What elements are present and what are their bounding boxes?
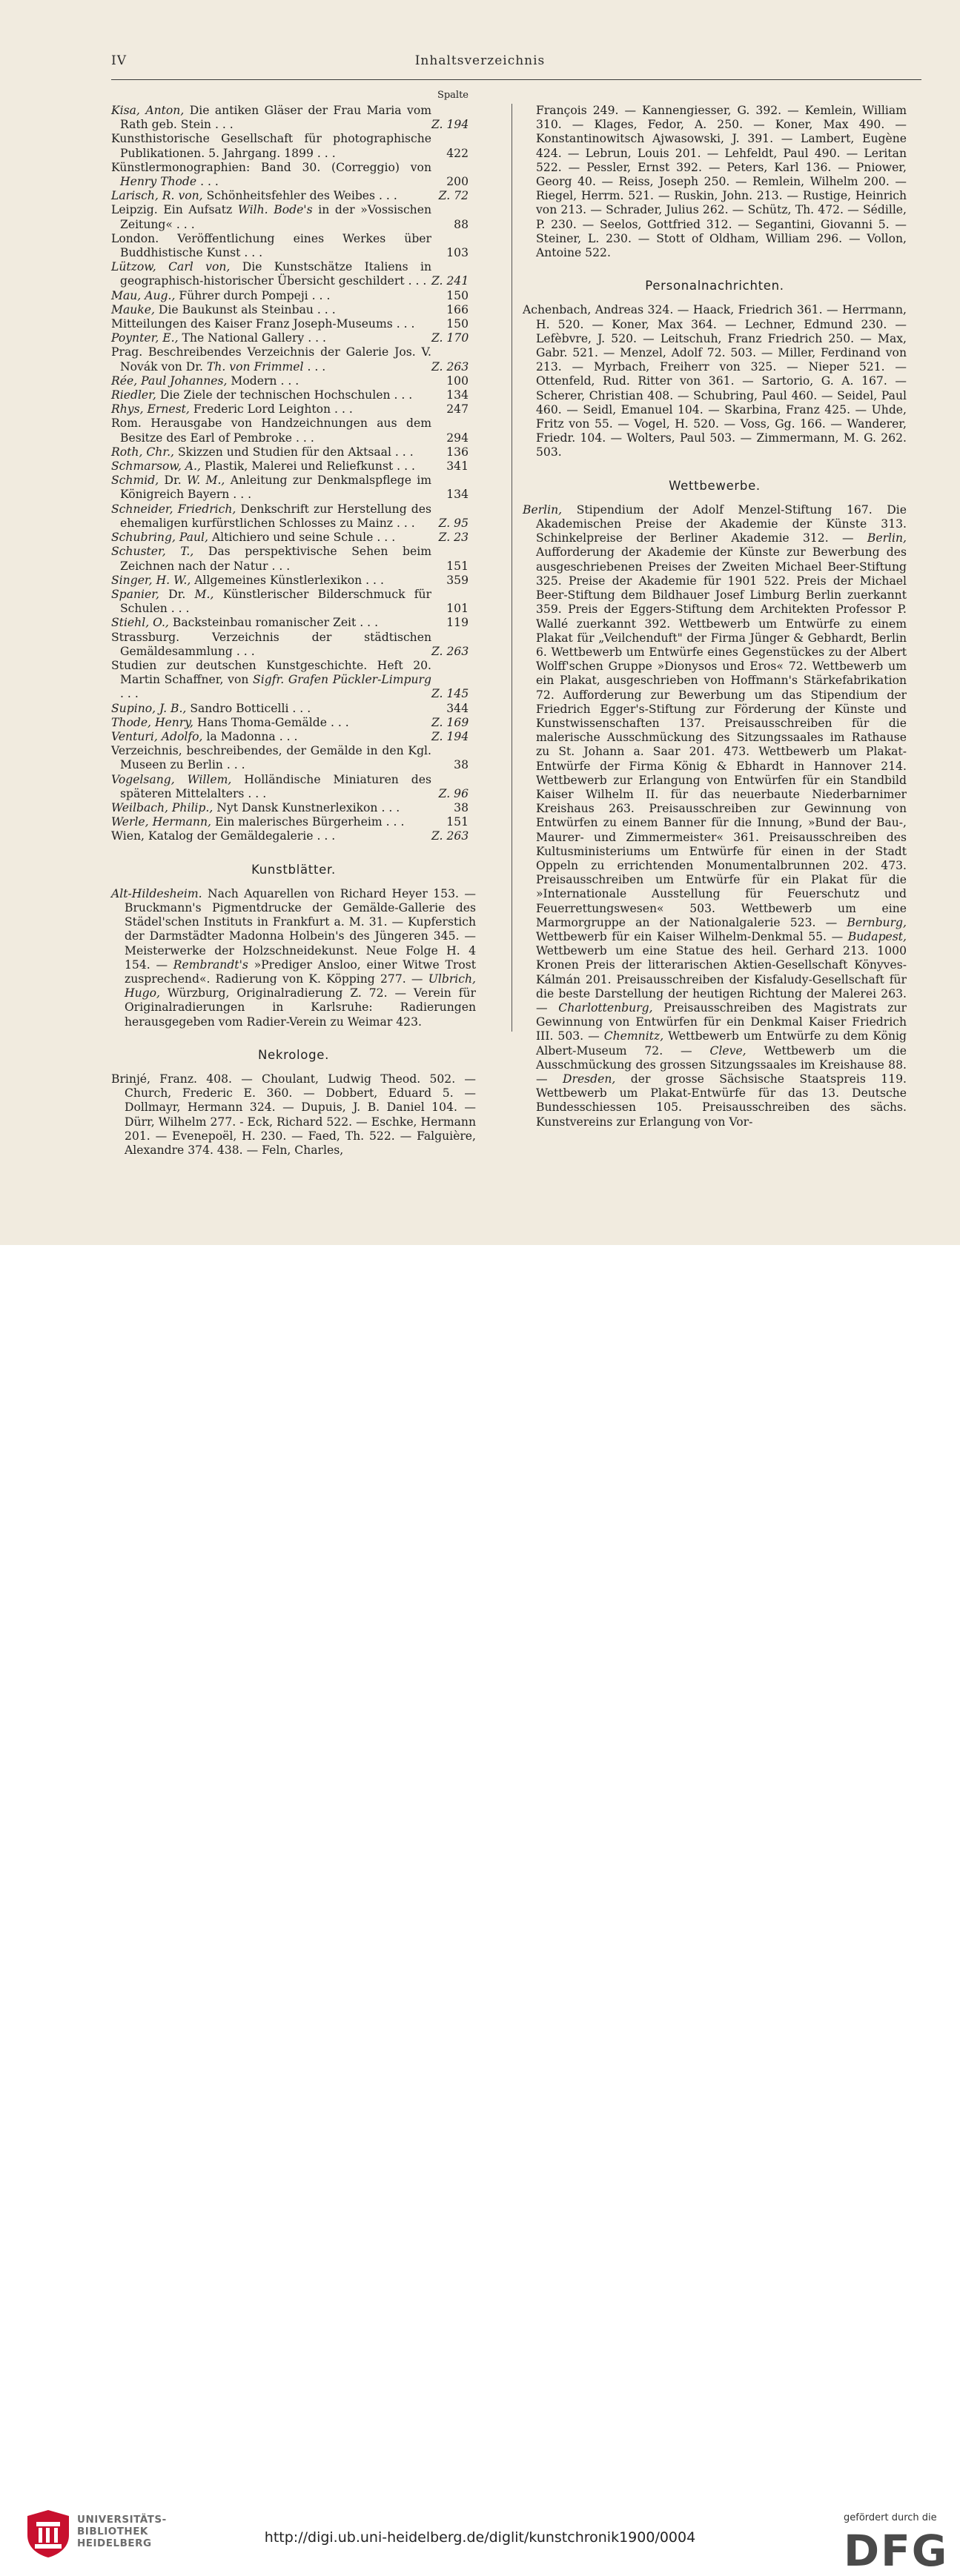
column-reference: 422 bbox=[446, 146, 469, 160]
entry-title: The National Gallery bbox=[178, 331, 305, 345]
entry-title: Schönheitsfehler des Weibes bbox=[202, 189, 376, 203]
dot-leader: . . . bbox=[331, 402, 353, 416]
index-entry bbox=[111, 402, 476, 416]
entry-title: Führer durch Pompeji bbox=[175, 288, 308, 302]
section-title-kunstblaetter: Kunstblätter. bbox=[251, 862, 336, 877]
dot-leader: . . . bbox=[268, 559, 291, 573]
column-reference: 344 bbox=[446, 701, 469, 715]
entry-title: Skizzen und Studien für den Aktsaal bbox=[173, 445, 391, 459]
entry-title: Dr. bbox=[159, 474, 187, 488]
column-reference: 119 bbox=[446, 616, 469, 630]
wb-text: Preisausschreiben des Magistrats zur Gewinnung von Entwürfen für ein Denkmal Kaiser Friedrich III. 503. — bbox=[536, 1000, 907, 1043]
entry-text bbox=[111, 616, 431, 630]
entry-title: Modern bbox=[227, 374, 277, 388]
nekrologe-text-right: François 249. — Kannengiesser, G. 392. — Kemlein, William 310. — Klages, Fedor, A. 250. — Koner, Max 490. — Konstantinowitsch Ajwasowski, J. 391. — Lambert, Eugène 424. — Lebrun, Louis 201. — Lehfeldt, Paul 490. — Leritan 522. — Pessler, Ernst 392. — Peters, Karl 136. — Pniower, Georg 40. — Reiss, Joseph 250. — Remlein, Wilhelm 200. — Riegel, Herrm. 521. — Ruskin, John. 213. — Rustige, Heinrich von 213. — Schrader, Julius 262. — Schütz, Th. 472. — Sédille, P. 230. — Seelos, Gottfried 312. — Segantini, Giovanni 5. — Steiner, L. 230. — Stott of Oldham, William 296. — Vollon, Antoine 522. bbox=[536, 104, 907, 260]
dot-leader: . . . bbox=[382, 815, 405, 829]
entry-text bbox=[111, 232, 431, 260]
wb-place: Berlin, bbox=[867, 531, 907, 545]
index-entry bbox=[111, 104, 476, 132]
entry-title: Die antiken Gläser der Frau Maria vom Rath geb. Stein bbox=[120, 104, 431, 132]
entry-author: Mauke, bbox=[111, 302, 155, 316]
index-entry bbox=[111, 702, 476, 716]
dot-leader: . . . bbox=[211, 118, 234, 132]
entry-text bbox=[111, 303, 431, 317]
wb-text: Wettbewerb um die Ausschmückung des grossen Sitzungssaales im Kreishause 88. — bbox=[536, 1043, 907, 1086]
dot-leader: . . . bbox=[308, 288, 331, 302]
column-reference: 151 bbox=[446, 559, 469, 573]
entry-title: Holländische Miniaturen des späteren Mittelalters bbox=[120, 772, 431, 800]
index-entry bbox=[111, 716, 476, 730]
column-label: Spalte bbox=[437, 90, 469, 101]
dot-leader: . . . bbox=[375, 189, 397, 203]
dot-leader: . . . bbox=[377, 800, 400, 814]
entry-author: Henry Thode bbox=[120, 175, 197, 189]
entry-author: Kisa, Anton, bbox=[111, 104, 185, 117]
index-entry bbox=[111, 474, 476, 502]
wettbewerbe-text bbox=[523, 503, 907, 1129]
index-entry bbox=[111, 416, 476, 445]
nekrologe-text-left: Brinjé, Franz. 408. — Choulant, Ludwig Theod. 502. — Church, Frederic E. 360. — Dobbert, Eduard 5. — Dollmayr, Hermann 324. — Dupuis, J. B. Daniel 104. — Dürr, Wilhelm 277. - Eck, Richard 522. — Eschke, Hermann 201. — Evenepoël, H. 230. — Faed, Th. 522. — Falguière, Alexandre 374. 438. — Feln, Charles, bbox=[111, 1072, 476, 1158]
entry-title: Verzeichnis, beschreibendes, der Gemälde in den Kgl. Museen zu Berlin bbox=[111, 744, 431, 772]
entry-text bbox=[111, 716, 431, 730]
index-entry bbox=[111, 459, 476, 474]
column-reference: 247 bbox=[446, 402, 469, 416]
entry-author: Werle, Hermann, bbox=[111, 815, 211, 829]
entry-title: Strassburg. Verzeichnis der städtischen Gemäldesammlung bbox=[111, 630, 431, 658]
dot-leader: . . . bbox=[304, 331, 326, 345]
section-title-personalnachrichten: Personalnachrichten. bbox=[645, 279, 784, 293]
dot-leader: . . . bbox=[292, 431, 314, 445]
wb-text: Wettbewerb um eine Statue des heil. Gerhard 213. 1000 Kronen Preis der litterarischen Aktien-Gesellschaft Könyves-Kálmán 201. Preisausschreiben der Kisfaludy-Gesellschaft für die beste Darstellung der heutigen Richtung der Malerei 263. — bbox=[536, 944, 907, 1015]
dot-leader: . . . bbox=[172, 217, 195, 231]
entry-text bbox=[111, 502, 431, 531]
entry-text bbox=[111, 331, 431, 345]
section-title-nekrologe: Nekrologe. bbox=[257, 1047, 330, 1062]
column-reference: 38 bbox=[454, 758, 469, 772]
index-entry bbox=[111, 730, 476, 744]
column-reference: 134 bbox=[446, 488, 469, 502]
column-reference: Z. 241 bbox=[431, 274, 469, 288]
entry-text bbox=[111, 545, 431, 573]
entry-title: Kunsthistorische Gesellschaft für photographische Publikationen. 5. Jahrgang. 1899 bbox=[111, 132, 431, 160]
entry-title: Wien, Katalog der Gemäldegalerie bbox=[111, 829, 314, 843]
column-reference: 100 bbox=[446, 374, 469, 388]
entry-author: Spanier, bbox=[111, 587, 159, 601]
entry-title: in der »Vossischen Zeitung« bbox=[120, 203, 431, 231]
entry-text bbox=[111, 445, 431, 459]
kunstblaetter-text bbox=[111, 887, 476, 1029]
index-entry bbox=[111, 445, 476, 459]
dot-leader: . . . bbox=[313, 829, 336, 843]
wb-place: Dresden, bbox=[562, 1072, 616, 1086]
entry-author: Roth, Chr., bbox=[111, 445, 174, 459]
personalnachrichten-text: Achenbach, Andreas 324. — Haack, Friedrich 361. — Herrmann, H. 520. — Koner, Max 364. — Lechner, Edmund 230. — Lefèbvre, J. 520. — Leitschuh, Franz Friedrich 250. — Max, Gabr. 521. — Menzel, Adolf 72. 503. — Miller, Ferdinand von 213. — Myrbach, Freiherr von 325. — Nieper 521. — Ottenfeld, Rud. Ritter von 361. — Sartorio, G. A. 167. — Scherer, Christian 408. — Schubring, Paul 460. — Seidel, Paul 460. — Seidl, Emanuel 104. — Skarbina, Franz 425. — Uhde, Fritz von 55. — Vogel, H. 520. — Voss, Gg. 166. — Wanderer, Friedr. 104. — Wolters, Paul 503. — Zimmermann, M. G. 262. 503. bbox=[523, 303, 907, 459]
kb-text: »Prediger Ansloo, einer Witwe Trost zusprechend«. Radierung von K. Köpping 277. — bbox=[125, 957, 476, 986]
permalink-url[interactable]: http://digi.ub.uni-heidelberg.de/diglit/kunstchronik1900/0004 bbox=[264, 2529, 696, 2546]
entry-title: Frederic Lord Leighton bbox=[189, 402, 331, 416]
dot-leader: . . . bbox=[303, 359, 326, 374]
entry-title: Hans Thoma-Gemälde bbox=[193, 715, 327, 729]
entry-text bbox=[111, 474, 431, 502]
entry-author: Th. von Frimmel bbox=[206, 359, 304, 374]
entry-author: Thode, Henry, bbox=[111, 715, 193, 729]
entry-author: Rhys, Ernest, bbox=[111, 402, 190, 416]
column-reference: 150 bbox=[446, 288, 469, 302]
index-entry bbox=[111, 345, 476, 374]
entry-text bbox=[111, 317, 431, 331]
column-reference: Z. 95 bbox=[438, 516, 469, 530]
entry-title: la Madonna bbox=[202, 729, 276, 743]
entry-text bbox=[111, 773, 431, 801]
dot-leader: . . . bbox=[167, 602, 190, 616]
wb-place: Bernburg, bbox=[847, 915, 907, 929]
column-reference: Z. 194 bbox=[431, 729, 469, 743]
entry-author: Venturi, Adolfo, bbox=[111, 729, 203, 743]
dot-leader: . . . bbox=[229, 488, 252, 502]
entry-text bbox=[111, 588, 431, 616]
index-entry bbox=[111, 289, 476, 303]
index-entry bbox=[111, 502, 476, 531]
column-reference: 359 bbox=[446, 573, 469, 587]
index-entry bbox=[111, 189, 476, 203]
wb-place: Charlottenburg, bbox=[558, 1000, 653, 1015]
index-entry bbox=[111, 616, 476, 630]
entry-text bbox=[111, 388, 431, 402]
dot-leader: . . . bbox=[392, 516, 415, 530]
column-reference: 134 bbox=[446, 388, 469, 402]
entry-author: Rée, Paul Johannes, bbox=[111, 374, 228, 388]
left-column bbox=[111, 87, 476, 1158]
wb-text: Aufforderung der Akademie der Künste zur Bewerbung des ausgeschriebenen Preises der Zweiten Michael Beer-Stiftung 325. Preise der Akademie für 1901 522. Preis der Michael Beer-Stiftung dem Bildhauer Josef Limburg Berlin zuerkannt 359. Preis der Eggers-Stiftung dem Architekten Professor P. Wallé zuerkannt 392. Wettbewerb um Entwürfe zu einem Plakat für „Veilchenduft" der Firma Jünger & Gebhardt, Berlin 6. Wettbewerb um Entwürfe eines Gegenstückes zu der Albert Wolff'schen Gruppe »Dionysos und Eros« 72. Wettbewerb um ein Plakat, ausgeschrieben von Hoffmann's Stärkefabrikation 72. Aufforderung zur Bewerbung um das Stipendium der Friedrich Egger's-Stiftung zur Förderung der Künste und Kunstwissenschaften 137. Preisausschreiben für die malerische Ausschmückung des Sitzungssaales im Rathause zu St. Johann a. Saar 201. 473. Wettbewerb um Plakat-Entwürfe der Firma König & Ebhardt in Hannover 214. Wettbewerb zur Erlangung von Entwürfen für ein Standbild Kaiser Wilhelm II. für das neuerbaute Niederbarnimer Kreishaus 263. Preisausschreiben zur Gewinnung von Entwürfen zu einem Banner für die Innung, »Bund der Bau-, Maurer- und Zimmermeister« 361. Preisausschreiben des Kultusministeriums um Entwürfe für einen in der Stadt Oppeln zu errichtenden Monumentalbrunnen 202. 473. Preisausschreiben um Entwürfe für ein Plakat für die »Internationale Ausstellung für Feuerschutz und Feuerrettungswesen« 503. Wettbewerb um eine Marmorgruppe an der Nationalgalerie 523. — bbox=[536, 545, 907, 929]
column-reference: 151 bbox=[446, 815, 469, 829]
entry-title: Die Ziele der technischen Hochschulen bbox=[156, 388, 391, 402]
entry-title: Das perspektivische Sehen beim Zeichnen nach der Natur bbox=[120, 545, 431, 573]
entry-title: Prag. Beschreibendes Verzeichnis der Galerie Jos. V. Novák von Dr. bbox=[111, 345, 431, 374]
column-reference: Z. 72 bbox=[438, 189, 469, 203]
column-reference: 200 bbox=[446, 175, 469, 189]
entry-title: Künstlerischer Bilderschmuck für Schulen bbox=[120, 587, 431, 616]
index-entry bbox=[111, 545, 476, 573]
entry-title: Sandro Botticelli bbox=[186, 701, 289, 715]
index-entry-list bbox=[111, 104, 476, 844]
index-entry bbox=[111, 588, 476, 616]
dot-leader: . . . bbox=[120, 687, 139, 701]
dot-leader: . . . bbox=[393, 459, 415, 474]
library-name-line: UNIVERSITÄTS- bbox=[77, 2514, 167, 2526]
funding-caption: gefördert durch die bbox=[844, 2512, 937, 2523]
entry-title: Leipzig. Ein Aufsatz bbox=[111, 203, 238, 217]
entry-author: Lützow, Carl von, bbox=[111, 260, 231, 274]
entry-author: Stiehl, O., bbox=[111, 616, 169, 630]
index-entry bbox=[111, 744, 476, 772]
column-reference: Z. 263 bbox=[431, 644, 469, 658]
entry-title: Anleitung zur Denkmalspflege im Königreich Bayern bbox=[120, 474, 431, 502]
entry-text bbox=[111, 702, 431, 716]
index-entry bbox=[111, 388, 476, 402]
entry-author: Vogelsang, Willem, bbox=[111, 772, 232, 786]
dot-leader: . . . bbox=[356, 616, 379, 630]
wb-place: Chemnitz, bbox=[603, 1029, 664, 1043]
dot-leader: . . . bbox=[313, 146, 336, 160]
entry-title: Künstlermonographien: Band 30. (Correggio) von bbox=[111, 160, 431, 174]
column-reference: 103 bbox=[446, 246, 469, 260]
entry-title: Denkschrift zur Herstellung des ehemaligen kurfürstlichen Schlosses zu Mainz bbox=[120, 502, 431, 530]
viewer-footer bbox=[0, 1245, 960, 2576]
index-entry bbox=[111, 260, 476, 288]
entry-text bbox=[111, 815, 431, 829]
wb-place: Berlin, bbox=[523, 502, 563, 517]
wb-text: Wettbewerb für ein Kaiser Wilhelm-Denkmal 55. — bbox=[536, 929, 848, 943]
entry-text bbox=[111, 631, 431, 659]
dot-leader: . . . bbox=[244, 786, 267, 800]
dot-leader: . . . bbox=[373, 531, 396, 545]
entry-text bbox=[111, 416, 431, 445]
column-reference: Z. 169 bbox=[431, 715, 469, 729]
page-number: IV bbox=[111, 53, 127, 68]
entry-author: Schubring, Paul, bbox=[111, 531, 208, 545]
entry-text bbox=[111, 459, 431, 474]
column-reference: Z. 23 bbox=[438, 531, 469, 545]
kb-text: Nach Aquarellen von Richard Heyer 153. — Bruckmann's Pigmentdrucke der Gemälde-Gallerie des Städel'schen Instituts in Frankfurt a. M. 31. — Kupferstich der Darmstädter Madonna Holbein's des Jüngeren 345. — Meisterwerke der Holzschneidekunst. Neue Folge H. 4 154. — bbox=[125, 886, 476, 972]
column-reference: Z. 96 bbox=[438, 786, 469, 800]
column-reference: Z. 263 bbox=[431, 829, 469, 843]
index-entry bbox=[111, 531, 476, 545]
index-entry bbox=[111, 303, 476, 317]
entry-author: Schmarsow, A., bbox=[111, 459, 201, 474]
wb-place: Budapest, bbox=[847, 929, 907, 943]
index-entry bbox=[111, 232, 476, 260]
entry-text bbox=[111, 574, 431, 588]
entry-author: Sigfr. Grafen Pückler-Limpurg bbox=[253, 673, 431, 687]
column-reference: 166 bbox=[446, 302, 469, 316]
kb-text: Würzburg, Originalradierung Z. 72. — Verein für Originalradierungen in Karlsruhe: Radierungen herausgegeben vom Radier-Verein zu Weimar 423. bbox=[125, 986, 476, 1029]
dot-leader: . . . bbox=[240, 246, 263, 260]
index-entry bbox=[111, 317, 476, 331]
index-entry bbox=[111, 574, 476, 588]
entry-author: Supino, J. B., bbox=[111, 701, 187, 715]
column-reference: 341 bbox=[446, 459, 469, 474]
entry-author: Schneider, Friedrich, bbox=[111, 502, 236, 516]
index-entry bbox=[111, 203, 476, 231]
wb-place: Cleve, bbox=[709, 1043, 747, 1058]
dot-leader: . . . bbox=[196, 175, 219, 189]
column-reference: 101 bbox=[446, 602, 469, 616]
kb-keyword: Alt-Hildesheim. bbox=[111, 886, 202, 900]
index-entry bbox=[111, 631, 476, 659]
index-entry bbox=[111, 374, 476, 388]
entry-text bbox=[111, 289, 431, 303]
index-entry bbox=[111, 659, 476, 702]
dot-leader: . . . bbox=[391, 445, 414, 459]
wb-text: Wettbewerb um Entwürfe zu dem König Albert-Museum 72. — bbox=[536, 1029, 907, 1058]
entry-author: Poynter, E., bbox=[111, 331, 179, 345]
entry-author: M., bbox=[194, 587, 214, 601]
entry-title: London. Veröffentlichung eines Werkes über Buddhistische Kunst bbox=[111, 231, 431, 260]
entry-title: Die Baukunst als Steinbau bbox=[154, 302, 314, 316]
column-reference: Z. 263 bbox=[431, 359, 469, 374]
entry-title: Ein malerisches Bürgerheim bbox=[211, 815, 383, 829]
entry-author: Weilbach, Philip., bbox=[111, 800, 213, 814]
index-entry bbox=[111, 161, 476, 189]
dot-leader: . . . bbox=[288, 701, 311, 715]
dot-leader: . . . bbox=[362, 573, 384, 587]
entry-text bbox=[111, 260, 431, 288]
index-entry bbox=[111, 801, 476, 815]
wb-text: Stipendium der Adolf Menzel-Stiftung 167. Die Akademischen Preise der Akademie der Künste 313. Schinkelpreise der Berliner Akademie 312. — bbox=[536, 502, 907, 545]
entry-author: Schmid, bbox=[111, 474, 159, 488]
entry-text bbox=[111, 374, 431, 388]
wb-text: der grosse Sächsische Staatspreis 119. Wettbewerb um Plakat-Entwürfe für das 13. Deutsche Bundesschiessen 105. Preisausschreiben des sächs. Kunstvereins zur Erlangung von Vor- bbox=[536, 1072, 907, 1129]
column-reference: Z. 170 bbox=[431, 331, 469, 345]
kb-keyword: Rembrandt's bbox=[173, 957, 248, 972]
column-reference: 88 bbox=[454, 217, 469, 231]
entry-title: Studien zur deutschen Kunstgeschichte. Heft 20. Martin Schaffner, von bbox=[111, 658, 431, 687]
entry-text bbox=[111, 659, 431, 702]
index-entry bbox=[111, 132, 476, 160]
column-reference: 150 bbox=[446, 317, 469, 331]
header-rule bbox=[111, 79, 921, 80]
entry-title: Altichiero und seine Schule bbox=[208, 531, 374, 545]
entry-text bbox=[111, 730, 431, 744]
entry-author: Schuster, T., bbox=[111, 545, 194, 559]
library-name-line: HEIDELBERG bbox=[77, 2537, 152, 2549]
entry-title: Plastik, Malerei und Reliefkunst bbox=[200, 459, 394, 474]
entry-author: W. M., bbox=[186, 474, 225, 488]
entry-text bbox=[111, 801, 431, 815]
entry-text bbox=[111, 189, 431, 203]
entry-title: Allgemeines Künstlerlexikon bbox=[191, 573, 363, 587]
index-entry bbox=[111, 829, 476, 843]
entry-author: Mau, Aug., bbox=[111, 288, 176, 302]
dot-leader: . . . bbox=[313, 302, 336, 316]
dot-leader: . . . bbox=[392, 317, 415, 331]
column-reference: 136 bbox=[446, 445, 469, 459]
entry-title: Dr. bbox=[159, 587, 195, 601]
dot-leader: . . . bbox=[327, 715, 349, 729]
entry-text bbox=[111, 402, 431, 416]
entry-text bbox=[111, 132, 431, 160]
entry-title: Backsteinbau romanischer Zeit bbox=[168, 616, 357, 630]
dot-leader: . . . bbox=[390, 388, 413, 402]
dfg-logo: DFG bbox=[844, 2526, 949, 2576]
index-entry bbox=[111, 815, 476, 829]
entry-text bbox=[111, 104, 431, 132]
kb-keyword: Ulbrich, Hugo, bbox=[125, 972, 476, 1000]
column-reference: Z. 194 bbox=[431, 118, 469, 132]
entry-title: Nyt Dansk Kunstnerlexikon bbox=[213, 800, 378, 814]
dot-leader: . . . bbox=[222, 758, 245, 772]
entry-author: Wilh. Bode's bbox=[237, 203, 313, 217]
column-reference: Z. 145 bbox=[431, 687, 469, 701]
entry-author: Riedler, bbox=[111, 388, 156, 402]
entry-text bbox=[111, 203, 431, 231]
dot-leader: . . . bbox=[404, 274, 427, 288]
column-reference: 294 bbox=[446, 431, 469, 445]
entry-text bbox=[111, 161, 431, 189]
entry-text bbox=[111, 345, 431, 374]
entry-text bbox=[111, 829, 431, 843]
section-title-wettbewerbe: Wettbewerbe. bbox=[669, 478, 761, 493]
entry-title: Rom. Herausgabe von Handzeichnungen aus dem Besitze des Earl of Pembroke bbox=[111, 416, 431, 445]
dot-leader: . . . bbox=[277, 374, 299, 388]
entry-author: Larisch, R. von, bbox=[111, 189, 203, 203]
library-name-line: BIBLIOTHEK bbox=[77, 2526, 148, 2537]
entry-text bbox=[111, 531, 431, 545]
index-entry bbox=[111, 773, 476, 801]
scanned-page bbox=[0, 0, 960, 1245]
entry-author: Singer, H. W., bbox=[111, 573, 191, 587]
entry-title: Die Kunstschätze Italiens in geographisch-historischer Übersicht geschildert bbox=[120, 260, 431, 288]
running-title: Inhaltsverzeichnis bbox=[414, 53, 546, 68]
dot-leader: . . . bbox=[275, 729, 298, 743]
entry-title: Mitteilungen des Kaiser Franz Joseph-Museums bbox=[111, 317, 393, 331]
column-reference: 38 bbox=[454, 800, 469, 814]
dot-leader: . . . bbox=[232, 644, 255, 658]
entry-text bbox=[111, 744, 431, 772]
index-entry bbox=[111, 331, 476, 345]
right-column bbox=[523, 104, 907, 1129]
